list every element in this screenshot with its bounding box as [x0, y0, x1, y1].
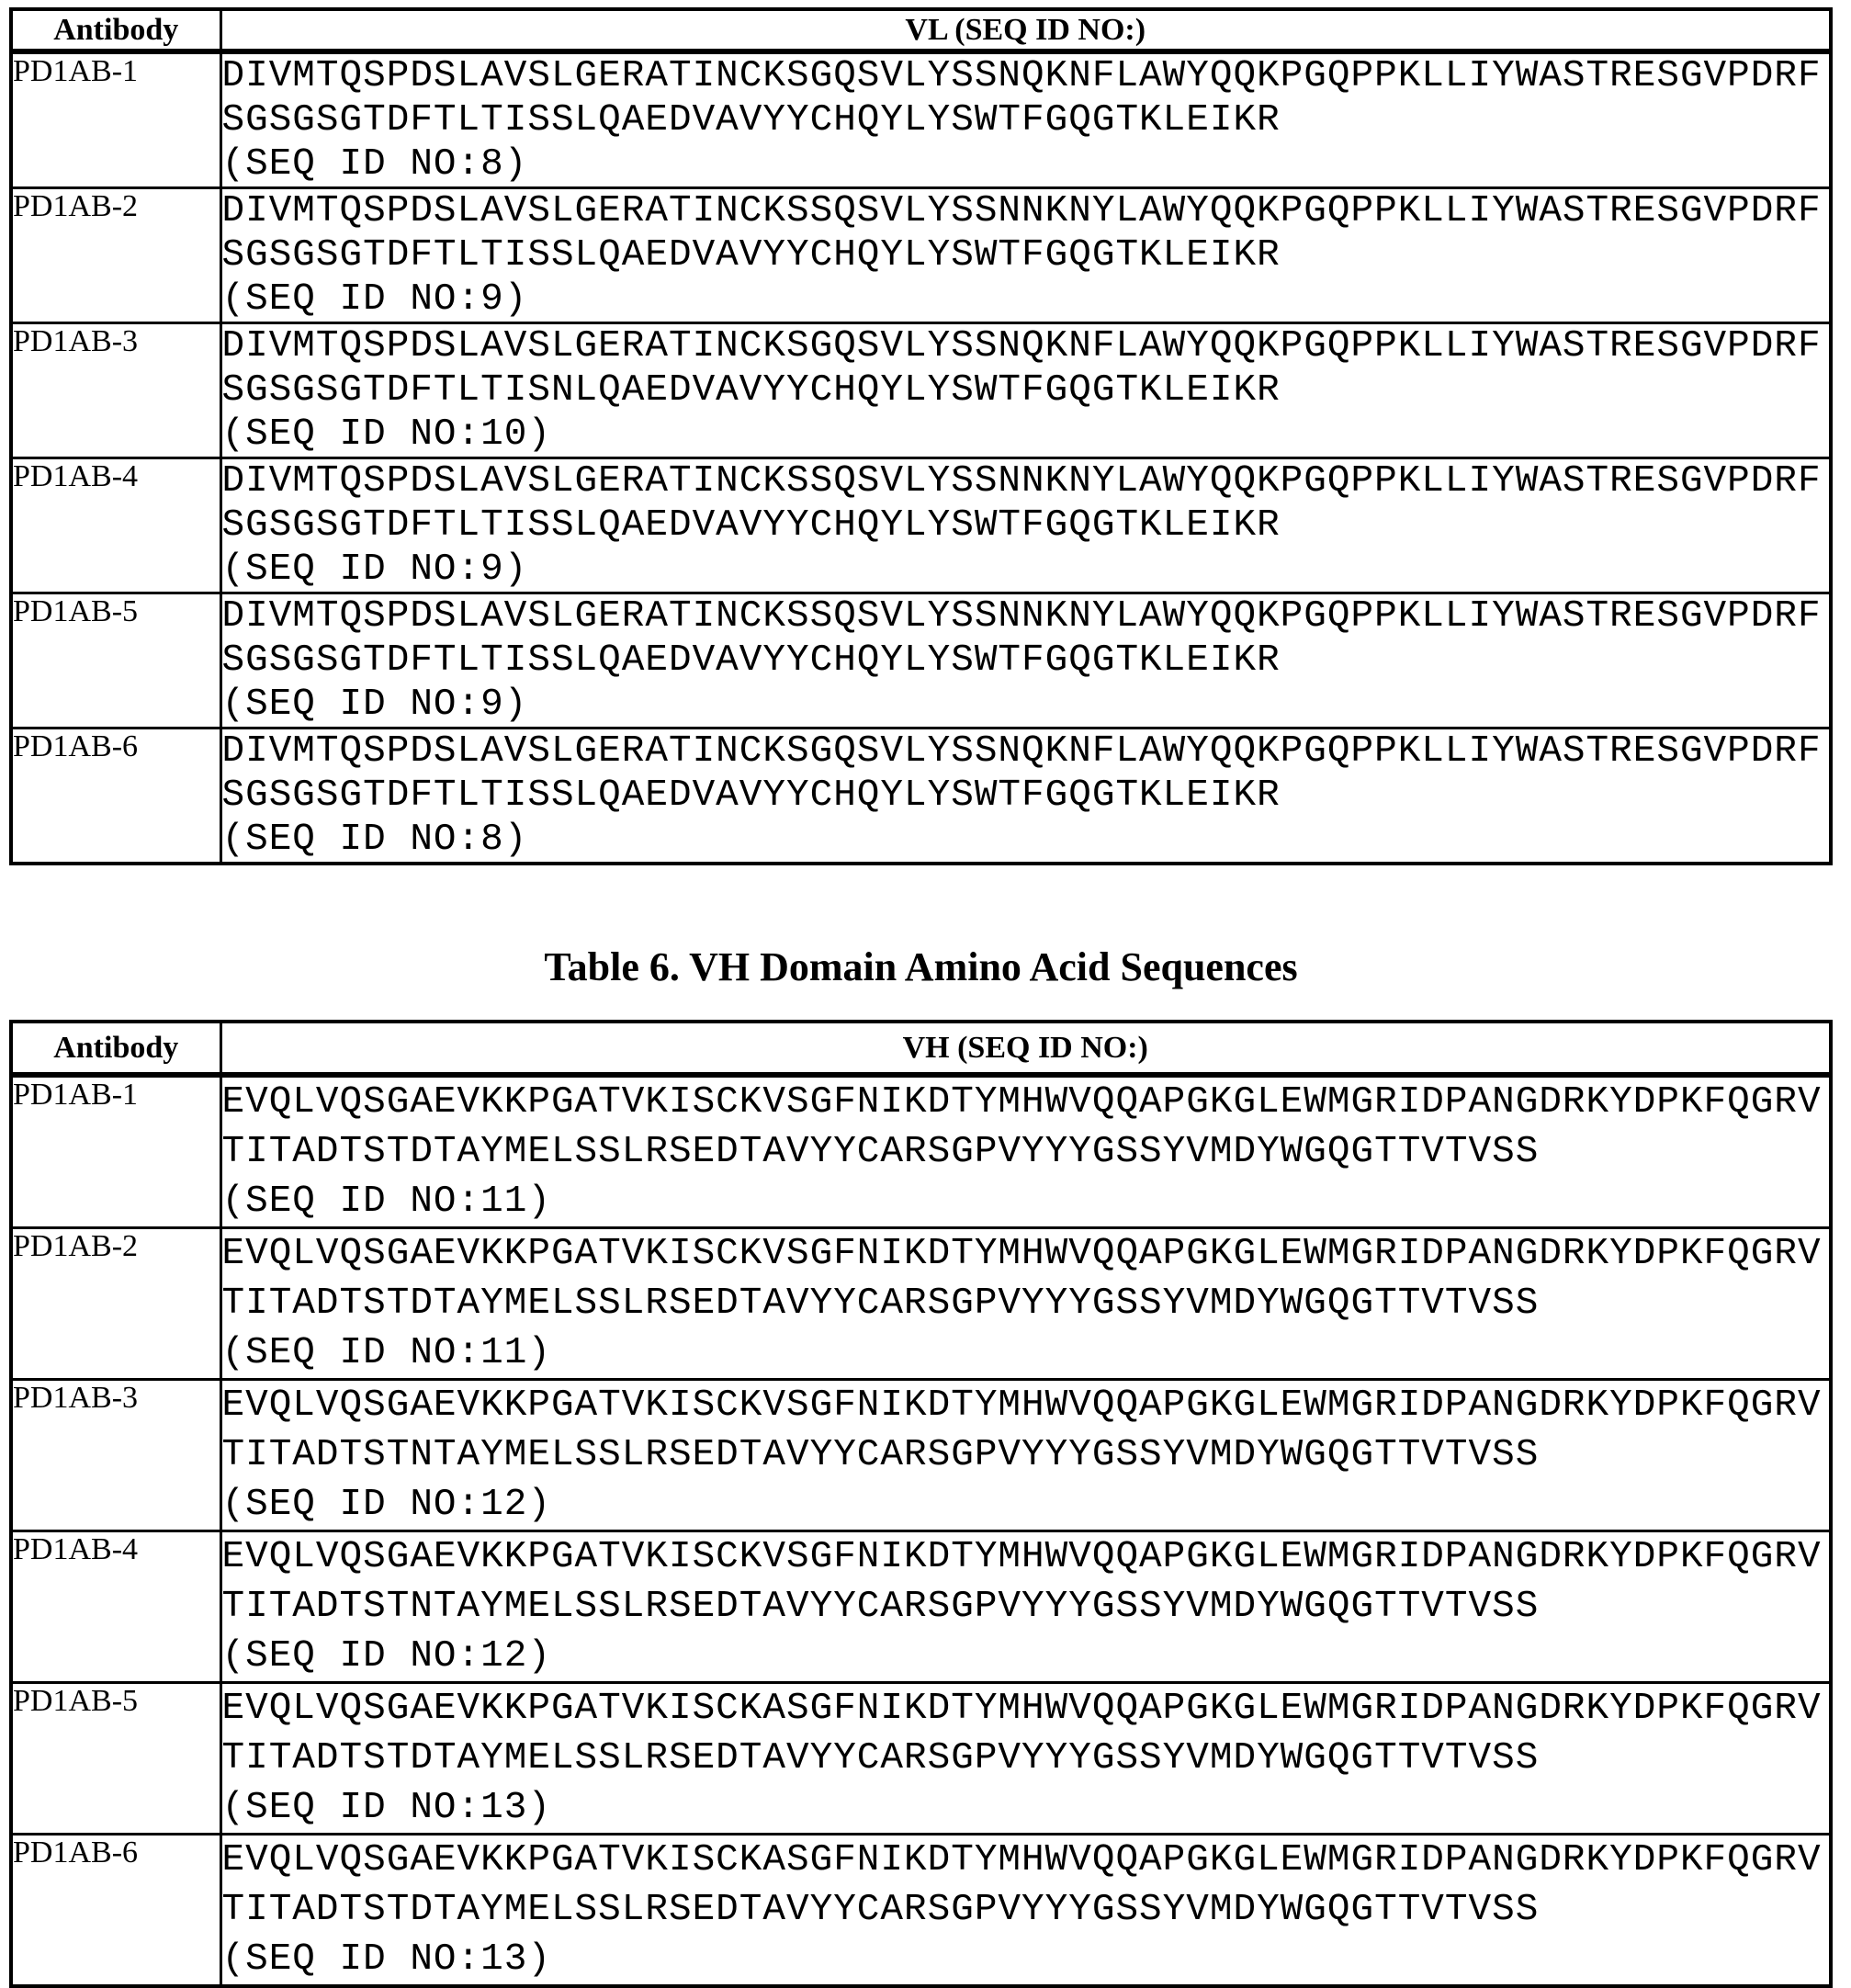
table-row: [11, 1531, 1831, 1683]
sequence-line-1: DIVMTQSPDSLAVSLGERATINCKSSQSVLYSSNNKNYLAWYQQKPGQPPKLLIYWASTRESGVPDRF: [221, 595, 1822, 638]
sequence-line-2: SGSGSGTDFTLTISSLQAEDVAVYYCHQYLYSWTFGQGTKLEIKR: [221, 99, 1281, 141]
vl-sequence-table: [9, 7, 1833, 865]
sequence-line-2: TITADTSTNTAYMELSSLRSEDTAVYYCARSGPVYYYGSSYVMDYWGQGTTVTVSS: [221, 1586, 1540, 1628]
table-row: [11, 1835, 1831, 1987]
table-row: [11, 458, 1831, 593]
sequence-line-2: TITADTSTDTAYMELSSLRSEDTAVYYCARSGPVYYYGSSYVMDYWGQGTTVTVSS: [221, 1737, 1540, 1779]
seq-id-label: (SEQ ID NO:11): [221, 1180, 551, 1223]
seq-id-label: (SEQ ID NO:9): [221, 548, 528, 591]
sequence-line-1: DIVMTQSPDSLAVSLGERATINCKSGQSVLYSSNQKNFLAWYQQKPGQPPKLLIYWASTRESGVPDRF: [221, 730, 1822, 773]
seq-id-label: (SEQ ID NO:10): [221, 413, 551, 456]
sequence-line-1: EVQLVQSGAEVKKPGATVKISCKASGFNIKDTYMHWVQQAPGKGLEWMGRIDPANGDRKYDPKFQGRV: [221, 1839, 1822, 1881]
antibody-name: PD1AB-3: [11, 1380, 220, 1531]
sequence-line-2: SGSGSGTDFTLTISSLQAEDVAVYYCHQYLYSWTFGQGTKLEIKR: [221, 504, 1281, 547]
antibody-name: PD1AB-4: [11, 1531, 220, 1683]
seq-id-label: (SEQ ID NO:8): [221, 143, 528, 186]
sequence-line-2: SGSGSGTDFTLTISSLQAEDVAVYYCHQYLYSWTFGQGTKLEIKR: [221, 639, 1281, 682]
sequence-line-1: EVQLVQSGAEVKKPGATVKISCKASGFNIKDTYMHWVQQAPGKGLEWMGRIDPANGDRKYDPKFQGRV: [221, 1688, 1822, 1730]
antibody-name: PD1AB-2: [11, 188, 220, 323]
table-row: [11, 593, 1831, 729]
antibody-name: PD1AB-2: [11, 1228, 220, 1380]
vl-antibody-column-header: Antibody: [11, 9, 220, 51]
sequence-line-2: SGSGSGTDFTLTISSLQAEDVAVYYCHQYLYSWTFGQGTKLEIKR: [221, 774, 1281, 817]
sequence-cell: [220, 51, 1831, 188]
seq-id-label: (SEQ ID NO:9): [221, 683, 528, 726]
table-row: [11, 1380, 1831, 1531]
sequence-line-1: DIVMTQSPDSLAVSLGERATINCKSGQSVLYSSNQKNFLAWYQQKPGQPPKLLIYWASTRESGVPDRF: [221, 325, 1822, 367]
seq-id-label: (SEQ ID NO:11): [221, 1332, 551, 1374]
sequence-line-1: EVQLVQSGAEVKKPGATVKISCKVSGFNIKDTYMHWVQQAPGKGLEWMGRIDPANGDRKYDPKFQGRV: [221, 1384, 1822, 1427]
sequence-cell: [220, 1228, 1831, 1380]
sequence-cell: [220, 1531, 1831, 1683]
seq-id-label: (SEQ ID NO:12): [221, 1635, 551, 1677]
vh-table-header-row: [11, 1022, 1831, 1075]
sequence-line-2: TITADTSTDTAYMELSSLRSEDTAVYYCARSGPVYYYGSSYVMDYWGQGTTVTVSS: [221, 1131, 1540, 1173]
vl-table-header-row: [11, 9, 1831, 51]
antibody-name: PD1AB-4: [11, 458, 220, 593]
sequence-line-2: TITADTSTDTAYMELSSLRSEDTAVYYCARSGPVYYYGSSYVMDYWGQGTTVTVSS: [221, 1889, 1540, 1931]
sequence-line-1: DIVMTQSPDSLAVSLGERATINCKSGQSVLYSSNQKNFLAWYQQKPGQPPKLLIYWASTRESGVPDRF: [221, 55, 1822, 97]
antibody-name: PD1AB-5: [11, 1683, 220, 1835]
sequence-cell: [220, 1835, 1831, 1987]
sequence-line-1: EVQLVQSGAEVKKPGATVKISCKVSGFNIKDTYMHWVQQAPGKGLEWMGRIDPANGDRKYDPKFQGRV: [221, 1081, 1822, 1124]
table-row: [11, 729, 1831, 864]
table-row: [11, 1683, 1831, 1835]
sequence-line-1: DIVMTQSPDSLAVSLGERATINCKSSQSVLYSSNNKNYLAWYQQKPGQPPKLLIYWASTRESGVPDRF: [221, 460, 1822, 503]
seq-id-label: (SEQ ID NO:13): [221, 1787, 551, 1829]
sequence-cell: [220, 458, 1831, 593]
table-row: [11, 188, 1831, 323]
seq-id-label: (SEQ ID NO:8): [221, 819, 528, 861]
sequence-line-1: EVQLVQSGAEVKKPGATVKISCKVSGFNIKDTYMHWVQQAPGKGLEWMGRIDPANGDRKYDPKFQGRV: [221, 1536, 1822, 1578]
vl-sequence-column-header: VL (SEQ ID NO:): [220, 9, 1831, 51]
sequence-line-2: TITADTSTDTAYMELSSLRSEDTAVYYCARSGPVYYYGSSYVMDYWGQGTTVTVSS: [221, 1282, 1540, 1325]
seq-id-label: (SEQ ID NO:12): [221, 1484, 551, 1526]
sequence-line-1: DIVMTQSPDSLAVSLGERATINCKSSQSVLYSSNNKNYLAWYQQKPGQPPKLLIYWASTRESGVPDRF: [221, 190, 1822, 232]
sequence-line-2: TITADTSTNTAYMELSSLRSEDTAVYYCARSGPVYYYGSSYVMDYWGQGTTVTVSS: [221, 1434, 1540, 1476]
antibody-name: PD1AB-1: [11, 1075, 220, 1228]
table-row: [11, 51, 1831, 188]
vh-sequence-table: [9, 1020, 1833, 1988]
table-row: [11, 1228, 1831, 1380]
antibody-name: PD1AB-3: [11, 323, 220, 458]
sequence-cell: [220, 1683, 1831, 1835]
antibody-name: PD1AB-1: [11, 51, 220, 188]
sequence-line-2: SGSGSGTDFTLTISNLQAEDVAVYYCHQYLYSWTFGQGTKLEIKR: [221, 369, 1281, 412]
sequence-cell: [220, 1380, 1831, 1531]
sequence-line-1: EVQLVQSGAEVKKPGATVKISCKVSGFNIKDTYMHWVQQAPGKGLEWMGRIDPANGDRKYDPKFQGRV: [221, 1233, 1822, 1275]
sequence-cell: [220, 593, 1831, 729]
sequence-cell: [220, 188, 1831, 323]
antibody-name: PD1AB-6: [11, 729, 220, 864]
vh-antibody-column-header: Antibody: [11, 1022, 220, 1075]
antibody-name: PD1AB-5: [11, 593, 220, 729]
table-row: [11, 323, 1831, 458]
sequence-cell: [220, 323, 1831, 458]
seq-id-label: (SEQ ID NO:13): [221, 1938, 551, 1981]
sequence-line-2: SGSGSGTDFTLTISSLQAEDVAVYYCHQYLYSWTFGQGTKLEIKR: [221, 234, 1281, 277]
antibody-name: PD1AB-6: [11, 1835, 220, 1987]
sequence-cell: [220, 729, 1831, 864]
table6-title: Table 6. VH Domain Amino Acid Sequences: [544, 944, 1298, 989]
vh-sequence-column-header: VH (SEQ ID NO:): [220, 1022, 1831, 1075]
table-row: [11, 1075, 1831, 1228]
seq-id-label: (SEQ ID NO:9): [221, 278, 528, 321]
sequence-cell: [220, 1075, 1831, 1228]
